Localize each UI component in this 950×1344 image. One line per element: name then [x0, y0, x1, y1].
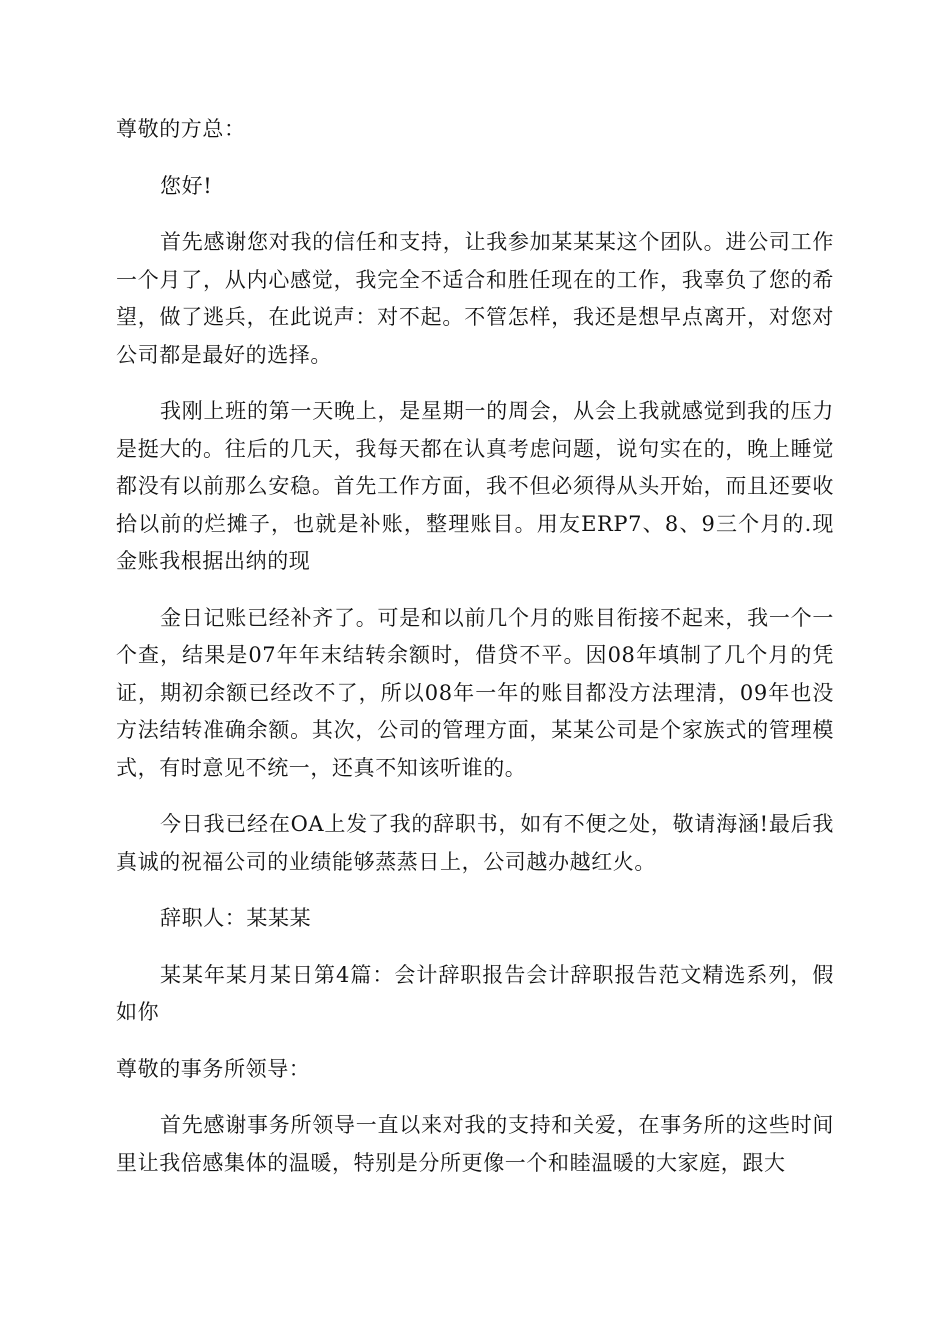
body-paragraph-firm-thanks: 首先感谢事务所领导一直以来对我的支持和关爱，在事务所的这些时间里让我倍感集体的温暖，特别是分所更像一个和睦温暖的大家庭，跟大 [116, 1113, 834, 1175]
salutation-firm-leaders: 尊敬的事务所领导： [116, 1056, 311, 1081]
body-paragraph-thanks: 首先感谢您对我的信任和支持，让我参加某某某这个团队。进公司工作一个月了，从内心感觉，我完全不适合和胜任现在的工作，我辜负了您的希望，做了逃兵，在此说声：对不起。不管怎样，我还是想早点离开，对您对公司都是最好的选择。 [116, 230, 834, 367]
body-paragraph-accounts: 金日记账已经补齐了。可是和以前几个月的账目衔接不起来，我一个一个查，结果是07年年末结转余额时，借贷不平。因08年填制了几个月的凭证，期初余额已经改不了，所以08年一年的账目都没方法理清，09年也没方法结转准确余额。其次，公司的管理方面，某某公司是个家族式的管理模式，有时意见不统一，还真不知该听谁的。 [116, 605, 834, 780]
signature-resigner: 辞职人：某某某 [160, 906, 312, 930]
salutation-fang: 尊敬的方总： [116, 117, 246, 141]
body-paragraph-oa-resignation: 今日我已经在OA上发了我的辞职书，如有不便之处，敬请海涵!最后我真诚的祝福公司的业绩能够蒸蒸日上，公司越办越红火。 [116, 812, 834, 874]
greeting: 您好! [160, 173, 213, 198]
body-paragraph-first-day: 我刚上班的第一天晚上，是星期一的周会，从会上我就感觉到我的压力是挺大的。往后的几天，我每天都在认真考虑问题，说句实在的，晚上睡觉都没有以前那么安稳。首先工作方面，我不但必须得从头开始，而且还要收拾以前的烂摊子，也就是补账，整理账目。用友ERP7、8、9三个月的.现金账我根据出纳的现 [116, 399, 834, 573]
date-and-section-heading: 某某年某月某日第4篇：会计辞职报告会计辞职报告范文精选系列，假如你 [116, 962, 834, 1024]
